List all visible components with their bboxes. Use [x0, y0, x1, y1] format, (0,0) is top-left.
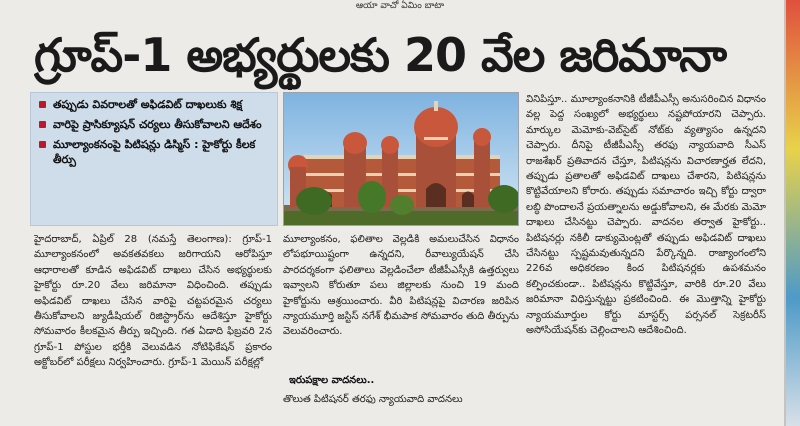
page-edge-strip	[786, 0, 800, 426]
highlight-text: తప్పుడు వివరాలతో అఫిడవిట్ దాఖలుకు శిక్ష	[53, 98, 243, 111]
bullet-icon	[39, 141, 46, 148]
article-column-3	[526, 92, 766, 420]
highlights-box	[30, 92, 278, 226]
article-column-2	[283, 232, 519, 372]
article-paragraph: హైదరాబాద్, ఏప్రిల్ 28 (నమస్తే తెలంగాణ): గ్రూప్-1 మూల్యాంకనంలో అవకతవకలు జరిగాయని ఆరోపిస్తూ ఆధారాలతో కూడిన అఫిడవిట్ దాఖలు చేసిన అభ్యర్థులకు హైకోర్టు రూ.20 వేలు జరిమానా విధించింది. తప్పుడు అఫిడవిట్ దాఖలు చేసిన వారిపై చట్టపరమైన చర్యలు తీసుకోవాలని జ్యుడీషియల్ రిజిస్ట్రార్‌ను ఆదేశిస్తూ హైకోర్టు సోమవారం కీలకమైన తీర్పు ఇచ్చింది. గత ఏడాది ఫిబ్రవరి 2న గ్రూప్-1 పోస్టుల భర్తీకి వెలువడిన నోటిఫికేషన్ ప్రకారం అక్టోబర్‌లో పరీక్షలు నిర్వహించారు. గ్రూప్-1 మెయిన్ పరీక్షల్లో	[34, 234, 272, 369]
high-court-photo	[283, 92, 519, 226]
high-court-building-image	[284, 93, 519, 226]
article-column-1	[34, 232, 272, 420]
article-paragraph: మూల్యాంకనం, ఫలితాల వెల్లడికి అమలుచేసిన విధానం లోపభూయిష్టంగా ఉన్నదని, రీవాల్యుయేషన్ చేసి పారదర్శకంగా ఫలితాలు వెల్లడించేలా టీజీపీఎస్సీకి ఉత్తర్వులు ఇవ్వాలని కోరుతూ పలు జిల్లాలకు నుంచి 19 మంది హైకోర్టును ఆశ్రయించారు. వీరి పిటిషన్లపై విచారణ జరిపిన న్యాయమూర్తి జస్టిస్ నగేశ్ భీమపాక సోమవారం తుది తీర్పును వెలువరించారు.	[283, 234, 519, 338]
highlight-item	[39, 137, 271, 167]
highlight-text: మూల్యాంకనంపై పిటిషన్లు డిస్మిస్ : హైకోర్టు కీలక తీర్పు	[53, 138, 256, 166]
highlight-text: వారిపై ప్రాసిక్యూషన్ చర్యలు తీసుకోవాలని ఆదేశం	[53, 118, 262, 131]
subheading-text: తొలుత పిటిషనర్ తరఫు న్యాయవాది వాదనలు	[283, 394, 463, 405]
highlight-item	[39, 117, 271, 132]
headline: గ్రూప్-1 అభ్యర్థులకు 20 వేల జరిమానా	[34, 28, 727, 82]
bullet-icon	[39, 101, 46, 108]
subheading: ఇరుపక్షాల వాదనలు..	[289, 375, 375, 386]
highlight-item	[39, 97, 271, 112]
bullet-icon	[39, 121, 46, 128]
article-paragraph: వినిపిస్తూ.. మూల్యాంకనానికి టీజీపీఎస్సీ అనుసరించిన విధానం వల్ల పెద్ద సంఖ్యలో అభ్యర్థులు నష్టపోయారని చెప్పారు. మార్కుల మెమోకు-వెబ్‌సైట్ నోట్‌కు వ్యత్యాసం ఉన్నదని చెప్పారు. దీనిపై టీజీపీఎస్సీ తరఫు న్యాయవాది సీఎస్ రాజశేఖర్ ప్రతివాదన చేస్తూ, పిటిషన్లను విచారణార్హత లేదని, తప్పుడు ప్రతాలతో అఫిడవిట్ దాఖలు చేశారని, పిటిషన్లను కొట్టివేయాలని కోరారు. తప్పుడు సమాచారం ఇచ్చి కోర్టు ద్వారా లబ్ధి పొందాలనే ప్రయత్నాలను అడ్డుకోవాలని, ఈ మేరకు మెమో దాఖలు చేసినట్టు చెప్పారు. వాదనల తర్వాత హైకోర్టు.. పిటిషనర్లు నకిలీ డాక్యుమెంట్లతో తప్పుడు అఫిడవిట్ దాఖలు చేసినట్టు స్పష్టమవుతున్నదని పేర్కొన్నది. రాజ్యాంగంలోని 226వ అధికరణం కింద పిటిషనర్లకు ఉపశమనం కల్పించకుండా.. పిటిషన్లను కొట్టివేస్తూ, వారికి రూ.20 వేలు జరిమానా విధిస్తున్నట్టు ప్రకటించింది. ఈ మొత్తాన్ని హైకోర్టు న్యాయమూర్తుల కోర్టు మాస్టర్స్ పర్సనల్ సెక్రటరీస్ అసోసియేషన్‌కు చెల్లించాలని ఆదేశించింది.	[526, 94, 766, 337]
top-clipped-text: ఆయా వాచో ఏమిం బాటా	[355, 1, 445, 11]
